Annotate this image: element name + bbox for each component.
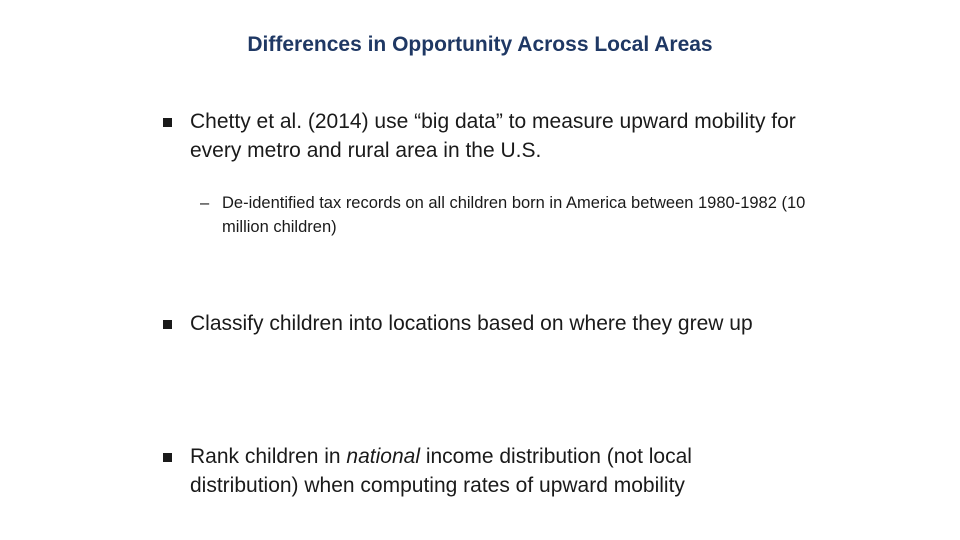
square-bullet-icon bbox=[163, 453, 172, 462]
bullet-text: Chetty et al. (2014) use “big data” to measure upward mobility for every metro and rural area in the U.S. bbox=[190, 110, 796, 162]
slide-title: Differences in Opportunity Across Local Areas bbox=[247, 33, 713, 56]
sub-bullet-text: De-identified tax records on all children born in America between 1980-1982 (10 million children) bbox=[222, 194, 806, 236]
bullet-item-rank bbox=[163, 442, 803, 502]
square-bullet-icon bbox=[163, 118, 172, 127]
bullet-text-emphasis: national bbox=[346, 445, 420, 468]
bullet-text-after: income distribution (not local distribution) when computing rates of upward mobility bbox=[190, 445, 692, 497]
bullet-text: Classify children into locations based on where they grew up bbox=[190, 312, 753, 335]
bullet-item-big-data bbox=[163, 107, 803, 167]
bullet-text-before: Rank children in bbox=[190, 445, 347, 468]
square-bullet-icon bbox=[163, 320, 172, 329]
dash-bullet-icon: – bbox=[200, 194, 210, 212]
sub-bullet-item-tax-records bbox=[200, 191, 810, 241]
bullet-text bbox=[190, 442, 800, 500]
bullet-item-classify bbox=[163, 309, 803, 369]
